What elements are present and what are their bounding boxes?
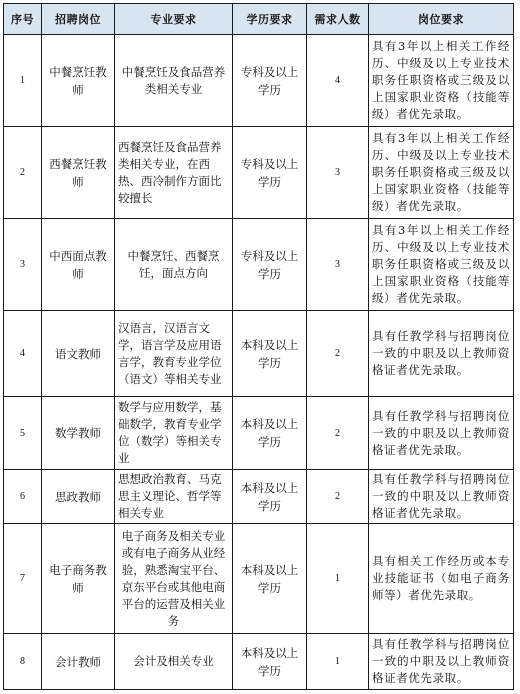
row-position: 电子商务教师 <box>42 524 115 634</box>
row-requirement: 具有3年以上相关工作经历、中级及以上专业技术职务任职资格或三级及以上国家职业资格（技能等级）者优先录取。 <box>369 219 514 311</box>
table-row <box>4 524 514 634</box>
header-position: 招聘岗位 <box>42 4 115 35</box>
recruitment-table <box>3 3 514 690</box>
row-count: 2 <box>307 397 369 470</box>
row-position: 思政教师 <box>42 470 115 524</box>
table-row <box>4 35 514 127</box>
row-education: 专科及以上学历 <box>233 219 307 311</box>
row-position: 数学教师 <box>42 397 115 470</box>
table-header-row <box>4 4 514 35</box>
row-education: 本科及以上学历 <box>233 524 307 634</box>
row-requirement: 具有相关工作经历或本专业技能证书（如电子商务师等）者优先录取。 <box>369 524 514 634</box>
row-number: 5 <box>4 397 42 470</box>
row-count: 1 <box>307 634 369 690</box>
header-number: 序号 <box>4 4 42 35</box>
row-count: 2 <box>307 470 369 524</box>
header-count: 需求人数 <box>307 4 369 35</box>
table-row <box>4 127 514 219</box>
row-position: 中西面点教师 <box>42 219 115 311</box>
table-row <box>4 470 514 524</box>
row-requirement: 具有任教学科与招聘岗位一致的中职及以上教师资格证者优先录取。 <box>369 311 514 397</box>
row-requirement: 具有3年以上相关工作经历、中级及以上专业技术职务任职资格或三级及以上国家职业资格（技能等级）者优先录取。 <box>369 35 514 127</box>
row-education: 本科及以上学历 <box>233 634 307 690</box>
row-requirement: 具有任教学科与招聘岗位一致的中职及以上教师资格证者优先录取。 <box>369 397 514 470</box>
row-count: 3 <box>307 127 369 219</box>
row-major: 西餐烹饪及食品营养类相关专业，在西热、西冷制作方面比较擅长 <box>115 127 233 219</box>
row-count: 3 <box>307 219 369 311</box>
row-major: 汉语言，汉语言文学，语言学及应用语言学，教育专业学位（语文）等相关专业 <box>115 311 233 397</box>
header-major: 专业要求 <box>115 4 233 35</box>
row-number: 1 <box>4 35 42 127</box>
row-number: 4 <box>4 311 42 397</box>
row-count: 2 <box>307 311 369 397</box>
row-education: 专科及以上学历 <box>233 35 307 127</box>
table-row <box>4 397 514 470</box>
row-number: 3 <box>4 219 42 311</box>
row-major: 数学与应用数学，基础数学，教育专业学位（数学）等相关专业 <box>115 397 233 470</box>
header-education: 学历要求 <box>233 4 307 35</box>
row-number: 8 <box>4 634 42 690</box>
row-education: 本科及以上学历 <box>233 311 307 397</box>
row-major: 电子商务及相关专业或有电子商务从业经验，熟悉淘宝平台、京东平台或其他电商平台的运营及相关业务 <box>115 524 233 634</box>
row-requirement: 具有任教学科与招聘岗位一致的中职及以上教师资格证者优先录取。 <box>369 470 514 524</box>
row-number: 2 <box>4 127 42 219</box>
table-row <box>4 634 514 690</box>
row-education: 专科及以上学历 <box>233 127 307 219</box>
table-row <box>4 311 514 397</box>
row-education: 本科及以上学历 <box>233 397 307 470</box>
row-number: 7 <box>4 524 42 634</box>
table-row <box>4 219 514 311</box>
row-position: 语文教师 <box>42 311 115 397</box>
row-education: 本科及以上学历 <box>233 470 307 524</box>
row-requirement: 具有任教学科与招聘岗位一致的中职及以上教师资格证者优先录取。 <box>369 634 514 690</box>
row-count: 1 <box>307 524 369 634</box>
row-major: 思想政治教育、马克思主义理论、哲学等相关专业 <box>115 470 233 524</box>
row-position: 中餐烹饪教师 <box>42 35 115 127</box>
row-position: 西餐烹饪教师 <box>42 127 115 219</box>
row-number: 6 <box>4 470 42 524</box>
row-major: 会计及相关专业 <box>115 634 233 690</box>
row-position: 会计教师 <box>42 634 115 690</box>
row-major: 中餐烹饪及食品营养类相关专业 <box>115 35 233 127</box>
header-requirement: 岗位要求 <box>369 4 514 35</box>
row-major: 中餐烹饪、西餐烹饪，面点方向 <box>115 219 233 311</box>
row-count: 4 <box>307 35 369 127</box>
row-requirement: 具有3年以上相关工作经历、中级及以上专业技术职务任职资格或三级及以上国家职业资格（技能等级）者优先录取。 <box>369 127 514 219</box>
